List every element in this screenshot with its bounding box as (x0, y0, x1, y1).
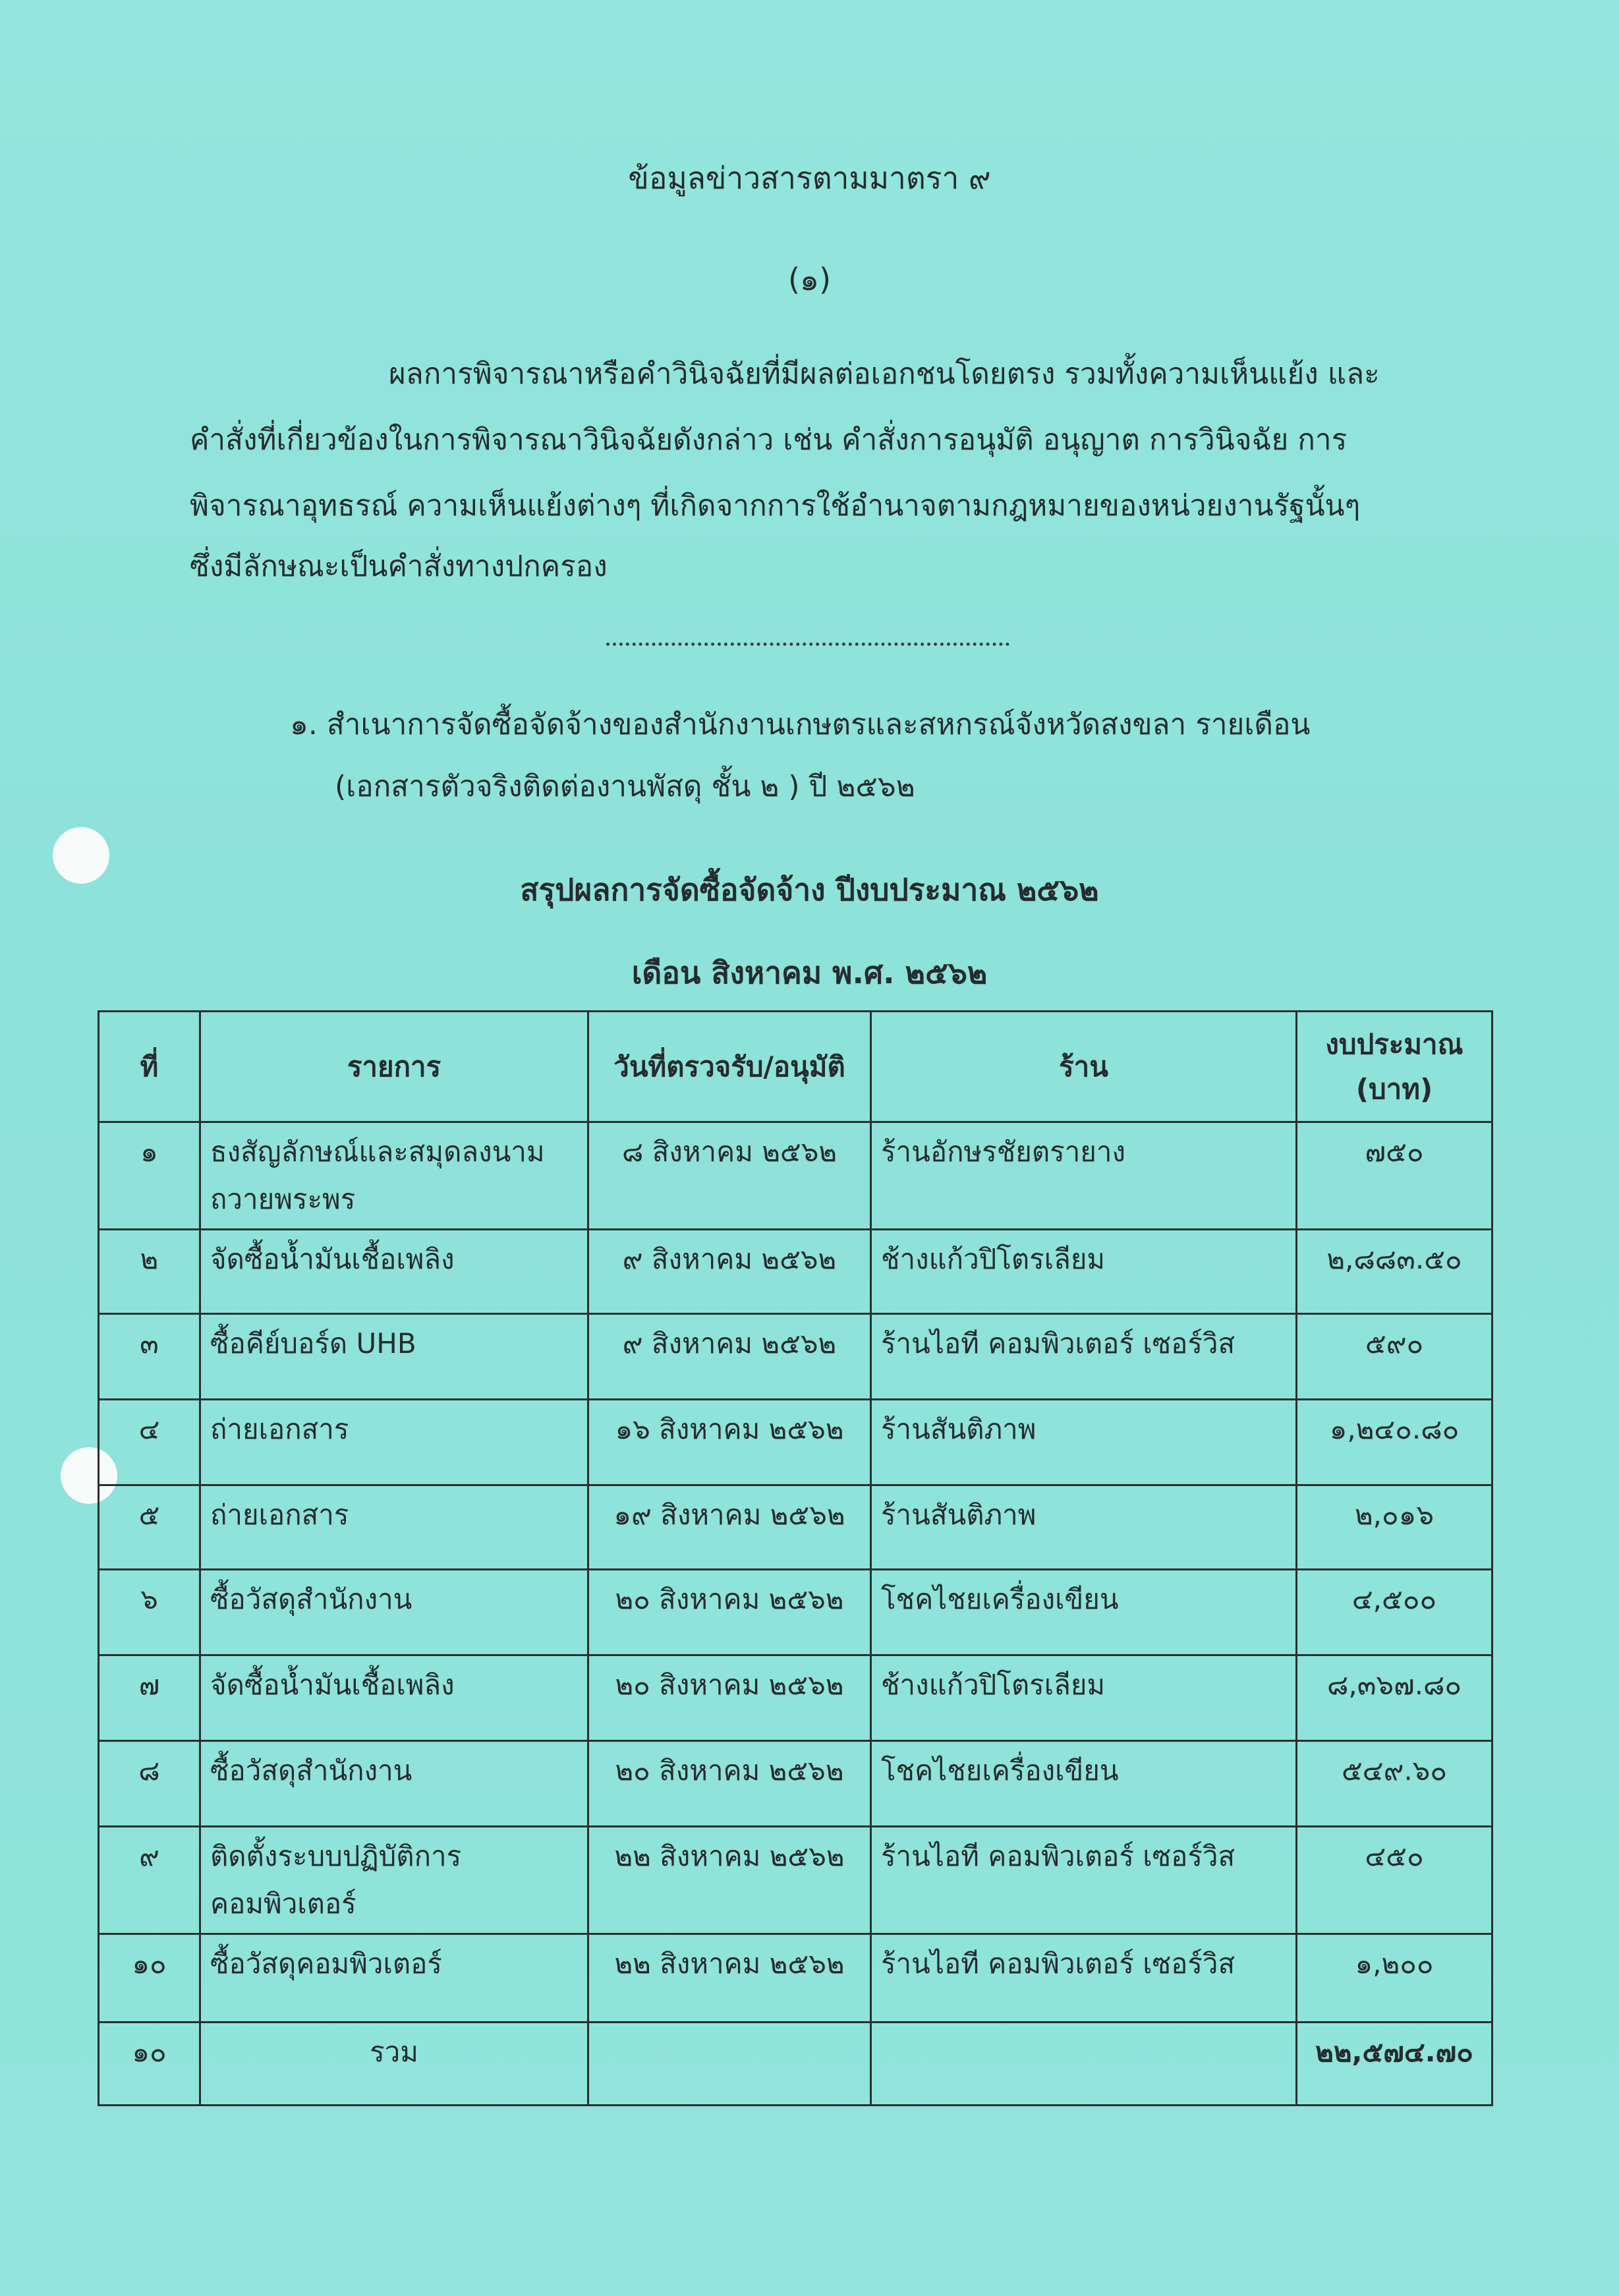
row-no: ๕ (99, 1485, 200, 1570)
item-1-line-2: (เอกสารตัวจริงติดต่องานพัสดุ ชั้น ๒ ) ปี ๒๕๖๒ (335, 770, 915, 803)
header-budget-line-2: (บาท) (1355, 1072, 1433, 1105)
table-row (99, 1230, 1492, 1314)
total-date-empty (588, 2023, 871, 2106)
row-no: ๑๐ (99, 1934, 200, 2023)
row-shop: ร้านอักษรชัยตรายาง (871, 1122, 1297, 1230)
row-no: ๘ (99, 1741, 200, 1827)
table-header-row (99, 1012, 1492, 1122)
row-no: ๖ (99, 1570, 200, 1655)
row-date: ๒๒ สิงหาคม ๒๕๖๒ (588, 1934, 871, 2023)
row-date: ๒๐ สิงหาคม ๒๕๖๒ (588, 1655, 871, 1741)
paragraph-line-2: คำสั่งที่เกี่ยวข้องในการพิจารณาวินิจฉัยดังกล่าว เช่น คำสั่งการอนุมัติ อนุญาต การวินิจฉัย การ (190, 423, 1348, 457)
row-item: จัดซื้อน้ำมันเชื้อเพลิง (200, 1655, 588, 1741)
row-date: ๙ สิงหาคม ๒๕๖๒ (588, 1230, 871, 1314)
month-line: เดือน สิงหาคม พ.ศ. ๒๕๖๒ (631, 955, 988, 990)
row-item: ซื้อวัสดุคอมพิวเตอร์ (200, 1934, 588, 2023)
paragraph-line-4: ซึ่งมีลักษณะเป็นคำสั่งทางปกครอง (190, 550, 608, 583)
row-item: ซื้อวัสดุสำนักงาน (200, 1570, 588, 1655)
row-item: ซื้อวัสดุสำนักงาน (200, 1741, 588, 1827)
row-item: ถ่ายเอกสาร (200, 1400, 588, 1485)
section-number: (๑) (787, 262, 832, 297)
row-shop: ช้างแก้วปิโตรเลียม (871, 1655, 1297, 1741)
table-row (99, 1934, 1492, 2023)
dotted-separator (606, 643, 1009, 646)
row-amount: ๕๙๐ (1297, 1314, 1492, 1400)
row-shop: ช้างแก้วปิโตรเลียม (871, 1230, 1297, 1314)
row-no: ๗ (99, 1655, 200, 1741)
header-shop: ร้าน (871, 1012, 1297, 1122)
row-no: ๓ (99, 1314, 200, 1400)
total-amount: ๒๒,๕๗๔.๗๐ (1297, 2023, 1492, 2106)
row-amount: ๗๕๐ (1297, 1122, 1492, 1230)
row-date: ๑๖ สิงหาคม ๒๕๖๒ (588, 1400, 871, 1485)
row-date: ๒๐ สิงหาคม ๒๕๖๒ (588, 1570, 871, 1655)
total-shop-empty (871, 2023, 1297, 2106)
header-date: วันที่ตรวจรับ/อนุมัติ (588, 1012, 871, 1122)
row-amount: ๒,๐๑๖ (1297, 1485, 1492, 1570)
paragraph-line-1: ผลการพิจารณาหรือคำวินิจฉัยที่มีผลต่อเอกชนโดยตรง รวมทั้งความเห็นแย้ง และ (389, 357, 1380, 391)
table-row (99, 1122, 1492, 1230)
row-amount: ๒,๘๘๓.๕๐ (1297, 1230, 1492, 1314)
row-no: ๙ (99, 1827, 200, 1934)
item-1-line-1: ๑. สำเนาการจัดซื้อจัดจ้างของสำนักงานเกษตรและสหกรณ์จังหวัดสงขลา รายเดือน (290, 708, 1311, 741)
total-count: ๑๐ (99, 2023, 200, 2106)
row-date: ๙ สิงหาคม ๒๕๖๒ (588, 1314, 871, 1400)
row-amount: ๕๔๙.๖๐ (1297, 1741, 1492, 1827)
total-row (99, 2023, 1492, 2106)
row-amount: ๔,๕๐๐ (1297, 1570, 1492, 1655)
row-date: ๘ สิงหาคม ๒๕๖๒ (588, 1122, 871, 1230)
row-shop: ร้านไอที คอมพิวเตอร์ เซอร์วิส (871, 1314, 1297, 1400)
row-no: ๔ (99, 1400, 200, 1485)
header-no: ที่ (99, 1012, 200, 1122)
row-shop: โชคไชยเครื่องเขียน (871, 1741, 1297, 1827)
row-item: ธงสัญลักษณ์และสมุดลงนามถวายพระพร (200, 1122, 588, 1230)
table-row (99, 1827, 1492, 1934)
row-amount: ๑,๒๔๐.๘๐ (1297, 1400, 1492, 1485)
row-amount: ๑,๒๐๐ (1297, 1934, 1492, 2023)
row-shop: ร้านไอที คอมพิวเตอร์ เซอร์วิส (871, 1827, 1297, 1934)
table-row (99, 1485, 1492, 1570)
table-row (99, 1655, 1492, 1741)
row-item: จัดซื้อน้ำมันเชื้อเพลิง (200, 1230, 588, 1314)
row-date: ๒๐ สิงหาคม ๒๕๖๒ (588, 1741, 871, 1827)
row-shop: ร้านสันติภาพ (871, 1485, 1297, 1570)
row-shop: ร้านสันติภาพ (871, 1400, 1297, 1485)
row-shop: ร้านไอที คอมพิวเตอร์ เซอร์วิส (871, 1934, 1297, 2023)
summary-title: สรุปผลการจัดซื้อจัดจ้าง ปีงบประมาณ ๒๕๖๒ (520, 872, 1099, 907)
table-row (99, 1741, 1492, 1827)
procurement-table (98, 1010, 1493, 2106)
row-shop: โชคไชยเครื่องเขียน (871, 1570, 1297, 1655)
paragraph-line-3: พิจารณาอุทธรณ์ ความเห็นแย้งต่างๆ ที่เกิดจากการใช้อำนาจตามกฎหมายของหน่วยงานรัฐนั้นๆ (190, 489, 1361, 523)
row-no: ๑ (99, 1122, 200, 1230)
row-amount: ๘,๓๖๗.๘๐ (1297, 1655, 1492, 1741)
header-budget (1297, 1012, 1492, 1122)
header-budget-line-1: งบประมาณ (1325, 1027, 1463, 1060)
table-row (99, 1400, 1492, 1485)
total-label: รวม (200, 2023, 588, 2106)
row-date: ๒๒ สิงหาคม ๒๕๖๒ (588, 1827, 871, 1934)
row-item: ถ่ายเอกสาร (200, 1485, 588, 1570)
row-item: ซื้อคีย์บอร์ด UHB (200, 1314, 588, 1400)
table-row (99, 1570, 1492, 1655)
row-item: ติดตั้งระบบปฏิบัติการคอมพิวเตอร์ (200, 1827, 588, 1934)
row-no: ๒ (99, 1230, 200, 1314)
row-date: ๑๙ สิงหาคม ๒๕๖๒ (588, 1485, 871, 1570)
header-item: รายการ (200, 1012, 588, 1122)
document-title: ข้อมูลข่าวสารตามมาตรา ๙ (628, 160, 991, 196)
row-amount: ๔๕๐ (1297, 1827, 1492, 1934)
table-row (99, 1314, 1492, 1400)
